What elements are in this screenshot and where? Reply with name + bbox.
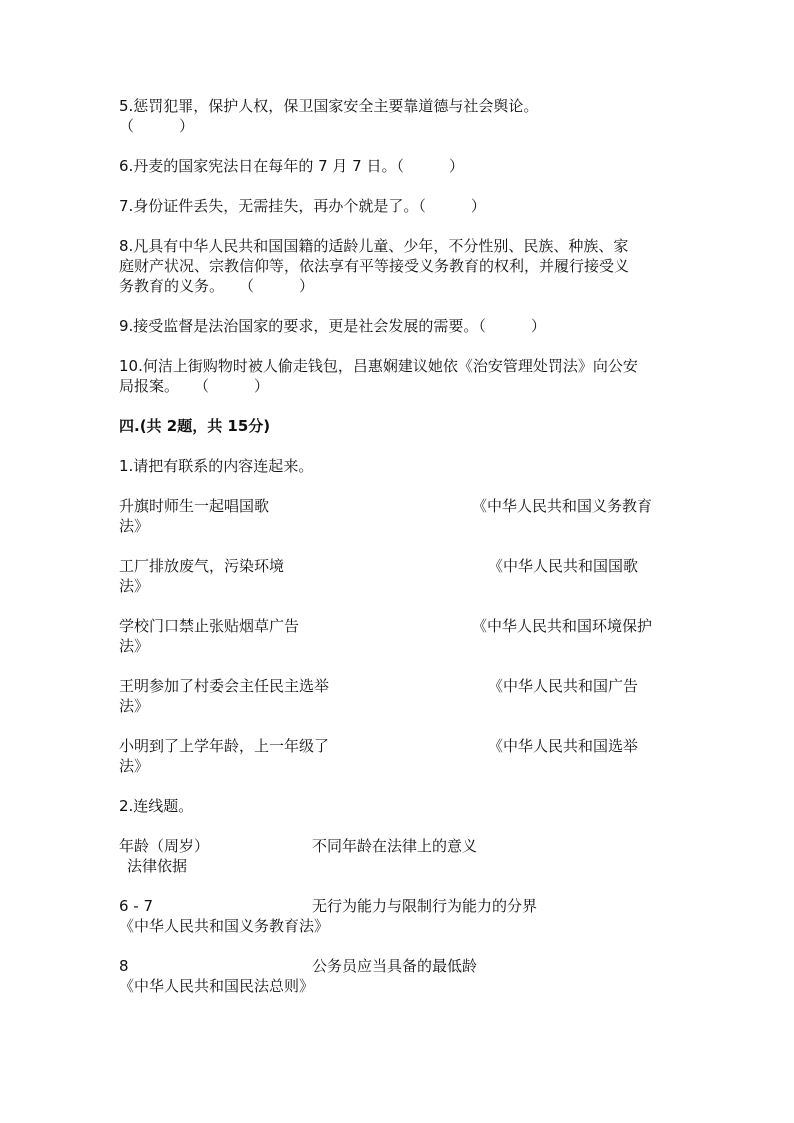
question-8: [119, 236, 679, 296]
matching-right-item-tail: 法》: [119, 757, 150, 775]
matching-pair-2: [119, 556, 679, 596]
table-header-row: [119, 836, 679, 876]
matching-right-item-tail: 法》: [119, 697, 150, 715]
question-10-line-1: 10.何洁上街购物时被人偷走钱包，吕惠娴建议她依《治安管理处罚法》向公安: [119, 357, 638, 375]
question-5: [119, 96, 679, 136]
section-4-heading-text: 四.(共 2题，共 15分): [119, 417, 271, 435]
matching-pair-5: [119, 736, 679, 776]
question-10-line-2: 局报案。 （ ）: [119, 377, 270, 395]
column-header-meaning: 不同年龄在法律上的意义: [312, 837, 478, 855]
legal-basis-cell: 《中华人民共和国民法总则》: [119, 977, 315, 995]
matching-right-item: 《中华人民共和国国歌: [488, 557, 639, 575]
question-9: [119, 316, 679, 336]
column-header-legal-basis: 法律依据: [127, 857, 188, 875]
matching-right-item: 《中华人民共和国广告: [488, 677, 639, 695]
section-4-heading: [119, 416, 679, 436]
matching-pair-4: [119, 676, 679, 716]
question-6: [119, 156, 679, 176]
column-header-age: 年龄（周岁）: [119, 837, 210, 855]
table-row: [119, 956, 679, 996]
question-6-text: 6.丹麦的国家宪法日在每年的 7 月 7 日。（ ）: [119, 157, 464, 175]
matching-right-item-tail: 法》: [119, 517, 150, 535]
matching-left-item: 学校门口禁止张贴烟草广告: [119, 617, 300, 635]
question-8-line-3: 务教育的义务。 （ ）: [119, 277, 315, 295]
matching-pair-3: [119, 616, 679, 656]
matching-question-1-prompt: [119, 456, 679, 476]
question-7-text: 7.身份证件丢失，无需挂失，再办个就是了。（ ）: [119, 197, 486, 215]
meaning-cell: 无行为能力与限制行为能力的分界: [312, 897, 538, 915]
matching-question-2-prompt-text: 2.连线题。: [119, 797, 194, 815]
matching-right-item-tail: 法》: [119, 637, 150, 655]
question-8-line-2: 庭财产状况、宗教信仰等，依法享有平等接受义务教育的权利，并履行接受义: [119, 257, 630, 275]
matching-question-2-prompt: [119, 796, 679, 816]
matching-right-item-tail: 法》: [119, 577, 150, 595]
question-8-line-1: 8.凡具有中华人民共和国国籍的适龄儿童、少年，不分性别、民族、种族、家: [119, 237, 629, 255]
age-cell: 8: [119, 957, 129, 975]
legal-basis-cell: 《中华人民共和国义务教育法》: [119, 917, 330, 935]
matching-right-item: 《中华人民共和国义务教育: [472, 497, 653, 515]
matching-left-item: 王明参加了村委会主任民主选举: [119, 677, 330, 695]
question-9-text: 9.接受监督是法治国家的要求，更是社会发展的需要。（ ）: [119, 317, 546, 335]
matching-question-1-prompt-text: 1.请把有联系的内容连起来。: [119, 457, 314, 475]
question-10: [119, 356, 679, 396]
matching-left-item: 工厂排放废气，污染环境: [119, 557, 285, 575]
question-7: [119, 196, 679, 216]
matching-right-item: 《中华人民共和国选举: [488, 737, 639, 755]
age-cell: 6 - 7: [119, 897, 154, 915]
question-5-text: 5.惩罚犯罪，保护人权，保卫国家安全主要靠道德与社会舆论。: [119, 97, 539, 115]
table-row: [119, 896, 679, 936]
meaning-cell: 公务员应当具备的最低龄: [312, 957, 478, 975]
matching-left-item: 升旗时师生一起唱国歌: [119, 497, 270, 515]
matching-left-item: 小明到了上学年龄，上一年级了: [119, 737, 330, 755]
question-5-answer-blank: （ ）: [119, 117, 195, 135]
matching-right-item: 《中华人民共和国环境保护: [472, 617, 653, 635]
matching-pair-1: [119, 496, 679, 536]
